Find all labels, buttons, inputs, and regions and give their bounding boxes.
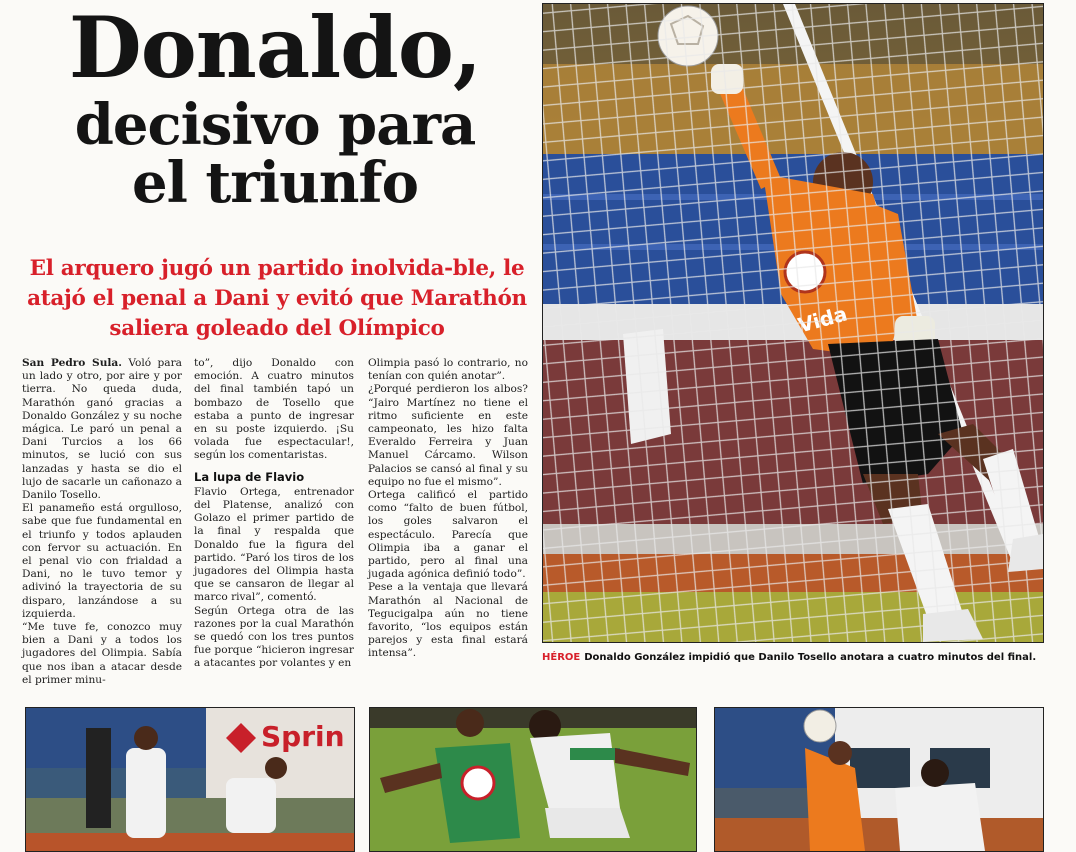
paragraph: Según Ortega otra de las razones por la cual Marathón se quedó con los tres puntos fue porque “hicieron ingresar a atacantes por volantes y en xyxy=(194,604,354,670)
photo-caption xyxy=(542,652,1042,663)
dateline: San Pedro Sula. xyxy=(22,357,122,369)
bottom-photo-3 xyxy=(714,707,1044,852)
article-column-2 xyxy=(194,357,354,671)
paragraph: El panameño está orgulloso, sabe que fue fundamental en el triunfo y todos aplauden con fervor su actuación. En el penal vio con frialdad a Dani, no le tuvo temor y adivinó la trayectoria de su disparo, lanzándose a su izquierda. xyxy=(22,502,182,620)
headline-line-2: decisivo para xyxy=(74,92,476,158)
subheadline: El arquero jugó un partido inolvida-ble, le atajó el penal a Dani y evitó que Marathón saliera goleado del Olímpico xyxy=(27,256,527,341)
paragraph-text: Voló para un lado y otro, por aire y por tierra. No queda duda, Marathón ganó gracias a Donaldo González y su noche mágica. Le paró un penal a Dani Turcios a los 66 minutos, se lució con sus lanzadas y hasta se dio el lujo de sacarle un cañonazo a Danilo Tosello. xyxy=(22,357,182,502)
bottom-photo-1 xyxy=(25,707,355,852)
caption-text: Donaldo González impidió que Danilo Tosello anotara a cuatro minutos del final. xyxy=(584,652,1037,663)
article-body xyxy=(22,357,528,686)
headline xyxy=(20,0,530,216)
paragraph: Olimpia pasó lo contrario, no tenían con quién anotar”. xyxy=(368,357,528,383)
bottom-photo-2 xyxy=(369,707,697,852)
headline-line-1: Donaldo, xyxy=(68,0,482,97)
main-photo-goalkeeper xyxy=(542,3,1044,643)
section-heading: La lupa de Flavio xyxy=(194,469,305,484)
headline-line-3: el triunfo xyxy=(132,150,418,216)
article-column-3 xyxy=(368,357,528,661)
paragraph: to”, dijo Donaldo con emoción. A cuatro minutos del final también tapó un bombazo de Tosello que estaba a punto de ingresar en su poste izquierdo. ¡Su volada fue espectacular!, según los comentaristas. xyxy=(194,357,354,462)
paragraph: “Me tuve fe, conozco muy bien a Dani y a todos los jugadores del Olimpia. Sabía que nos iban a atacar desde el primer minu- xyxy=(22,621,182,686)
paragraph xyxy=(22,357,182,502)
paragraph: Ortega calificó el partido como “falto de buen fútbol, los goles salvaron el espectáculo. Parecía que Olimpia iba a ganar el partido, pero al final una jugada agónica definió todo”. xyxy=(368,489,528,581)
paragraph: ¿Porqué perdieron los albos? “Jairo Martínez no tiene el ritmo suficiente en este campeonato, les hizo falta Everaldo Ferreira y Juan Manuel Cárcamo. Wilson Palacios se cansó al final y su equipo no fue el mismo”. xyxy=(368,383,528,488)
billboard-text: Sprin xyxy=(261,720,345,753)
paragraph: Pese a la ventaja que llevará Marathón al Nacional de Tegucigalpa aún no tiene favorito, “los equipos están parejos y esta final estará intensa”. xyxy=(368,581,528,660)
paragraph: Flavio Ortega, entrenador del Platense, analizó con Golazo el primer partido de la final y respalda que Donaldo fue la figura del partido. “Paró los tiros de los jugadores del Olimpia hasta que se cansaron de llegar al marco rival”, comentó. xyxy=(194,485,354,604)
article-column-1 xyxy=(22,357,182,687)
caption-tag: HÉROE xyxy=(542,652,581,663)
